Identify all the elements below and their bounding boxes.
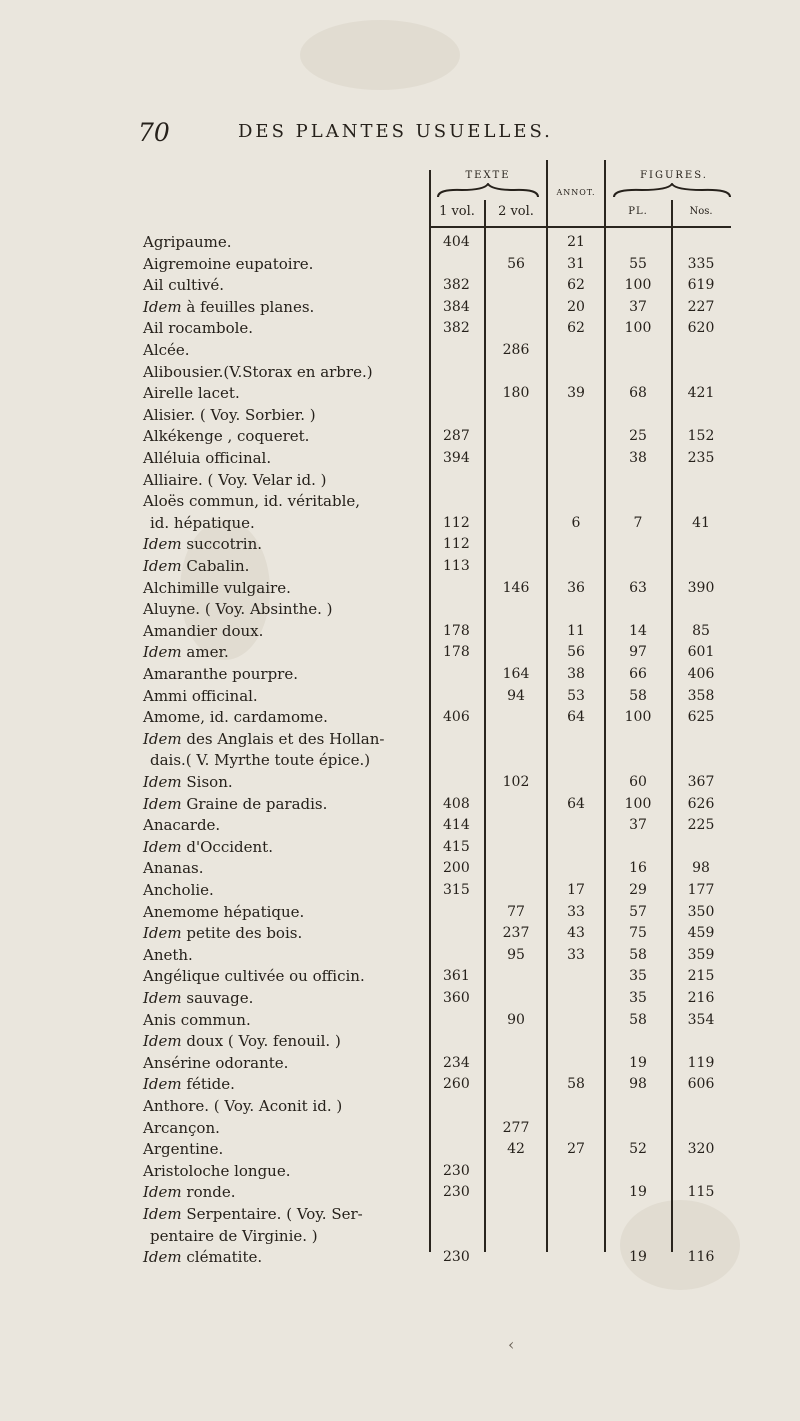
plate-number: 29 — [629, 882, 647, 898]
plate-number: 97 — [629, 644, 647, 661]
table-row — [0, 1074, 800, 1095]
plant-name-text: petite des bois. — [181, 924, 303, 943]
plant-name — [143, 297, 428, 318]
table-row — [0, 318, 800, 339]
table-row — [0, 254, 800, 275]
table-row — [0, 642, 800, 663]
plant-name-text: doux ( Voy. fenouil. ) — [181, 1032, 341, 1051]
table-row — [0, 1204, 800, 1225]
plant-name-text: Amandier doux. — [143, 621, 264, 640]
annotation-number: 38 — [567, 666, 585, 682]
vol1-page: 414 — [443, 817, 470, 834]
vol1-page: 404 — [443, 234, 470, 250]
annotation-number: 39 — [567, 385, 585, 402]
plant-name — [143, 923, 428, 944]
plant-name-text: Alkékenge , coqueret. — [143, 427, 310, 446]
vol1-page: 260 — [443, 1076, 470, 1093]
plate-number: 58 — [629, 1011, 647, 1028]
table-row — [0, 1010, 800, 1031]
plant-name — [143, 707, 428, 728]
plant-name — [143, 232, 428, 253]
plant-name-text: Aigremoine eupatoire. — [143, 254, 314, 273]
plant-name-text: Ancholie. — [143, 881, 214, 899]
table-row — [0, 945, 800, 966]
table-row — [0, 297, 800, 318]
vol2-page: 56 — [507, 255, 525, 272]
table-row — [0, 491, 800, 512]
plant-name-text: Alibousier.(V.Storax en arbre.) — [143, 362, 373, 381]
plate-number: 100 — [624, 320, 652, 337]
figure-number: 216 — [687, 990, 715, 1006]
plant-name — [143, 1074, 428, 1095]
idem-label: Idem — [143, 1248, 182, 1267]
vol1-page: 382 — [443, 277, 470, 294]
idem-label: Idem — [143, 837, 182, 856]
plant-name-text: Anacarde. — [143, 816, 221, 835]
table-row — [0, 1247, 800, 1268]
table-row — [0, 275, 800, 296]
plant-name — [143, 729, 428, 750]
plant-name-text: Aluyne. ( Voy. Absinthe. ) — [143, 600, 333, 619]
vol2-page: 90 — [507, 1011, 525, 1028]
plant-name — [143, 1053, 428, 1074]
table-row — [0, 578, 800, 599]
plant-name-text: Agripaume. — [143, 233, 232, 251]
pl-heading: PL. — [628, 206, 648, 217]
figure-number: 320 — [687, 1141, 715, 1158]
annotation-number: 6 — [571, 514, 581, 531]
plant-name — [143, 621, 428, 642]
annot-heading: ANNOT. — [556, 188, 596, 197]
plant-name-text: Amaranthe pourpre. — [143, 665, 298, 683]
plant-name-text: amer. — [181, 643, 229, 662]
table-row — [0, 1226, 800, 1247]
plant-name — [143, 1031, 428, 1052]
plant-name — [143, 837, 428, 858]
vol1-page: 230 — [443, 1162, 470, 1179]
figure-number: 354 — [687, 1011, 715, 1028]
table-row — [0, 902, 800, 923]
plate-number: 60 — [629, 774, 647, 790]
texte-brace — [436, 183, 540, 199]
vol1-page: 315 — [443, 882, 470, 898]
vol1-page: 200 — [443, 860, 470, 877]
vol1-page: 406 — [443, 709, 470, 726]
plant-name-text: Anthore. ( Voy. Aconit id. ) — [143, 1097, 343, 1115]
paper-stain — [300, 20, 460, 90]
plant-name-text: sauvage. — [181, 989, 254, 1007]
stray-mark: ‹ — [508, 1335, 515, 1354]
table-row — [0, 686, 800, 707]
plate-number: 37 — [629, 817, 647, 834]
plant-name-text: Alléluia officinal. — [143, 449, 272, 467]
vol1-page: 408 — [443, 795, 470, 812]
vol1-page: 112 — [443, 514, 470, 531]
plant-name-text: fétide. — [181, 1075, 235, 1094]
table-row — [0, 1139, 800, 1160]
page-number: 70 — [138, 118, 170, 147]
figure-number: 235 — [687, 450, 715, 466]
plate-number: 66 — [629, 666, 647, 682]
plant-name-text: Alchimille vulgaire. — [143, 578, 291, 597]
idem-label: Idem — [143, 1032, 182, 1051]
plant-name-text: Sison. — [181, 773, 233, 791]
annotation-number: 58 — [567, 1076, 585, 1093]
table-row — [0, 858, 800, 879]
figure-number: 215 — [687, 968, 715, 985]
vol2-page: 180 — [502, 385, 530, 402]
table-row — [0, 815, 800, 836]
vol1-page: 178 — [443, 622, 470, 639]
table-row — [0, 383, 800, 404]
table-row — [0, 1118, 800, 1139]
table-row — [0, 362, 800, 383]
plant-name — [143, 988, 428, 1009]
table-row — [0, 426, 800, 447]
figure-number: 620 — [687, 320, 715, 337]
table-row — [0, 448, 800, 469]
plant-name-text: Graine de paradis. — [181, 794, 328, 813]
figure-number: 626 — [687, 795, 715, 812]
table-row — [0, 794, 800, 815]
plate-number: 16 — [629, 860, 647, 877]
plant-name-text: Ansérine odorante. — [143, 1053, 289, 1072]
figure-number: 619 — [687, 277, 715, 294]
annotation-number: 11 — [567, 622, 585, 639]
figure-number: 601 — [687, 644, 715, 661]
idem-label: Idem — [143, 773, 182, 791]
plant-name — [143, 686, 428, 707]
plant-name — [143, 642, 428, 663]
table-row — [0, 599, 800, 620]
plant-name — [143, 491, 428, 512]
plant-name-text: Aneth. — [143, 945, 193, 964]
figure-number: 177 — [687, 882, 715, 898]
plate-number: 57 — [629, 903, 647, 920]
plate-number: 68 — [629, 385, 647, 402]
plant-name-text: id. hépatique. — [150, 513, 255, 532]
plant-name-text: Alcée. — [143, 341, 190, 359]
plant-name-text: dais.( V. Myrthe toute épice.) — [150, 751, 371, 770]
plant-name — [143, 275, 428, 296]
annotation-number: 64 — [567, 709, 585, 726]
figure-number: 98 — [692, 860, 710, 877]
plate-number: 100 — [624, 709, 652, 726]
plant-name — [143, 772, 428, 793]
table-row — [0, 534, 800, 555]
table-row — [0, 1031, 800, 1052]
vol1-page: 234 — [443, 1054, 470, 1071]
plant-name-text: Ananas. — [143, 859, 204, 878]
annotation-number: 21 — [567, 234, 585, 250]
plate-number: 98 — [629, 1076, 647, 1093]
plant-name — [143, 966, 428, 987]
plant-name — [143, 556, 428, 577]
plant-name-text: Airelle lacet. — [143, 384, 240, 403]
plant-name-text: Alliaire. ( Voy. Velar id. ) — [143, 470, 327, 489]
vol1-page: 415 — [443, 838, 470, 855]
table-row — [0, 1161, 800, 1182]
plant-name — [143, 880, 428, 901]
vol2-page: 94 — [507, 687, 525, 704]
plate-number: 100 — [624, 277, 652, 294]
figure-number: 459 — [687, 925, 715, 942]
figures-heading: FIGURES. — [640, 170, 708, 181]
vol1-page: 178 — [443, 644, 470, 661]
plant-name — [143, 902, 428, 923]
plate-number: 25 — [629, 428, 647, 445]
plant-name — [143, 1010, 428, 1031]
table-row — [0, 729, 800, 750]
plant-name-text: succotrin. — [181, 535, 263, 554]
plant-name — [150, 750, 435, 771]
vol2-page: 286 — [502, 342, 530, 358]
vol1-page: 230 — [443, 1249, 470, 1266]
figure-number: 359 — [687, 946, 715, 963]
idem-label: Idem — [143, 297, 182, 316]
figure-number: 350 — [687, 903, 715, 920]
plant-name — [143, 426, 428, 447]
vol2-page: 102 — [502, 774, 530, 790]
table-row — [0, 556, 800, 577]
plant-name — [150, 513, 435, 534]
idem-label: Idem — [143, 794, 182, 813]
vol2-page: 164 — [502, 666, 530, 682]
figure-number: 225 — [687, 817, 715, 834]
header-rule — [431, 226, 731, 228]
annotation-number: 36 — [567, 579, 585, 596]
table-row — [0, 923, 800, 944]
plate-number: 7 — [633, 514, 643, 531]
table-row — [0, 340, 800, 361]
plant-name-text: Anemome hépatique. — [143, 902, 305, 921]
figures-brace — [612, 183, 732, 199]
annotation-number: 62 — [567, 277, 585, 294]
annotation-number: 20 — [567, 298, 585, 315]
plant-name-text: Cabalin. — [181, 557, 250, 575]
figure-number: 390 — [687, 579, 715, 596]
page-header — [130, 118, 650, 148]
plant-name-text: Serpentaire. ( Voy. Ser- — [181, 1205, 363, 1223]
plant-name-text: pentaire de Virginie. ) — [150, 1226, 318, 1245]
plant-name-text: Ammi officinal. — [143, 686, 258, 705]
plant-name — [143, 858, 428, 879]
table-row — [0, 750, 800, 771]
figure-number: 85 — [692, 622, 710, 639]
plant-name-text: Anis commun. — [143, 1010, 251, 1029]
table-row — [0, 470, 800, 491]
annotation-number: 17 — [567, 882, 585, 898]
vol1-page: 394 — [443, 450, 470, 466]
plant-name — [143, 318, 428, 339]
idem-label: Idem — [143, 535, 182, 554]
plate-number: 58 — [629, 687, 647, 704]
plate-number: 19 — [629, 1184, 647, 1201]
table-row — [0, 772, 800, 793]
plate-number: 52 — [629, 1141, 647, 1158]
plate-number: 14 — [629, 622, 647, 639]
plant-name-text: Amome, id. cardamome. — [143, 708, 328, 727]
plate-number: 35 — [629, 968, 647, 985]
plant-name-text: Aloës commun, id. véritable, — [143, 492, 361, 511]
figure-number: 119 — [687, 1054, 715, 1071]
plate-number: 75 — [629, 925, 647, 942]
idem-label: Idem — [143, 1183, 182, 1202]
plant-name — [143, 470, 428, 491]
table-row — [0, 513, 800, 534]
plate-number: 58 — [629, 946, 647, 963]
plant-name-text: Argentine. — [143, 1140, 224, 1159]
vol1-page: 112 — [443, 536, 470, 553]
figure-number: 367 — [687, 774, 715, 790]
texte-heading: TEXTE — [465, 170, 511, 181]
table-row — [0, 988, 800, 1009]
figure-number: 406 — [687, 666, 715, 682]
vol1-page: 360 — [443, 990, 470, 1006]
vol2-page: 42 — [507, 1141, 525, 1158]
vol2-page: 277 — [502, 1119, 530, 1136]
plant-name — [143, 362, 428, 383]
figure-number: 227 — [687, 298, 715, 315]
plate-number: 19 — [629, 1249, 647, 1266]
plant-name — [143, 448, 428, 469]
plant-name — [143, 664, 428, 685]
plant-name — [143, 340, 428, 361]
annotation-number: 43 — [567, 925, 585, 942]
idem-label: Idem — [143, 729, 182, 748]
table-row — [0, 621, 800, 642]
plate-number: 37 — [629, 298, 647, 315]
figure-number: 421 — [687, 385, 715, 402]
vol1-page: 113 — [443, 558, 470, 574]
figure-number: 41 — [692, 514, 710, 531]
annotation-number: 31 — [567, 255, 585, 272]
plant-name-text: Angélique cultivée ou officin. — [143, 967, 365, 986]
vol2-page: 237 — [502, 925, 530, 942]
plate-number: 100 — [624, 795, 652, 812]
plant-name-text: d'Occident. — [181, 837, 273, 856]
plate-number: 55 — [629, 255, 647, 272]
table-row — [0, 1182, 800, 1203]
plant-name — [143, 1118, 428, 1139]
plant-name — [143, 534, 428, 555]
figure-number: 606 — [687, 1076, 715, 1093]
table-row — [0, 232, 800, 253]
running-title: DES PLANTES USUELLES. — [238, 121, 553, 142]
annotation-number: 62 — [567, 320, 585, 337]
idem-label: Idem — [143, 557, 182, 575]
vol2-page: 77 — [507, 903, 525, 920]
figure-number: 116 — [687, 1249, 715, 1266]
figure-number: 115 — [687, 1184, 715, 1201]
vol1-heading: 1 vol. — [439, 204, 475, 219]
table-row — [0, 966, 800, 987]
annotation-number: 53 — [567, 687, 585, 704]
table-row — [0, 664, 800, 685]
nos-heading: Nos. — [689, 206, 713, 217]
plant-name — [143, 1161, 428, 1182]
plant-name — [143, 383, 428, 404]
plant-name — [143, 578, 428, 599]
table-row — [0, 707, 800, 728]
plant-name-text: Alisier. ( Voy. Sorbier. ) — [143, 405, 316, 424]
plant-name-text: Arcançon. — [143, 1118, 220, 1137]
vol1-page: 382 — [443, 320, 470, 337]
table-row — [0, 405, 800, 426]
idem-label: Idem — [143, 924, 182, 943]
plant-name — [143, 1182, 428, 1203]
table-row — [0, 1096, 800, 1117]
plant-name-text: clématite. — [181, 1248, 263, 1267]
plant-name — [143, 1096, 428, 1117]
plant-name — [143, 1204, 428, 1225]
idem-label: Idem — [143, 1075, 182, 1094]
annotation-number: 27 — [567, 1141, 585, 1158]
plant-name-text: Ail cultivé. — [143, 276, 224, 295]
plate-number: 38 — [629, 450, 647, 466]
annotation-number: 56 — [567, 644, 585, 661]
figure-number: 625 — [687, 709, 715, 726]
plant-name-text: Ail rocambole. — [143, 319, 254, 338]
idem-label: Idem — [143, 1205, 182, 1223]
annotation-number: 64 — [567, 795, 585, 812]
annotation-number: 33 — [567, 946, 585, 963]
figure-number: 335 — [687, 255, 715, 272]
plant-name-text: à feuilles planes. — [181, 297, 315, 316]
table-row — [0, 837, 800, 858]
plant-name — [150, 1226, 435, 1247]
plant-name — [143, 599, 428, 620]
figure-number: 152 — [687, 428, 715, 445]
plant-name — [143, 945, 428, 966]
vol2-page: 146 — [502, 579, 530, 596]
plant-name-text: des Anglais et des Hollan- — [181, 729, 385, 748]
vol1-page: 287 — [443, 428, 470, 445]
vol1-page: 361 — [443, 968, 470, 985]
vol1-page: 230 — [443, 1184, 470, 1201]
idem-label: Idem — [143, 989, 182, 1007]
plant-name — [143, 815, 428, 836]
vol2-page: 95 — [507, 946, 525, 963]
plant-name — [143, 254, 428, 275]
plant-name — [143, 794, 428, 815]
table-row — [0, 880, 800, 901]
plant-name — [143, 1139, 428, 1160]
plant-name — [143, 405, 428, 426]
figure-number: 358 — [687, 687, 715, 704]
plate-number: 35 — [629, 990, 647, 1006]
plate-number: 63 — [629, 579, 647, 596]
vol1-page: 384 — [443, 298, 470, 315]
annotation-number: 33 — [567, 903, 585, 920]
idem-label: Idem — [143, 643, 182, 662]
plant-name — [143, 1247, 428, 1268]
vol2-heading: 2 vol. — [498, 204, 534, 219]
plate-number: 19 — [629, 1054, 647, 1071]
plant-name-text: ronde. — [181, 1183, 236, 1202]
plant-name-text: Aristoloche longue. — [143, 1161, 291, 1180]
table-row — [0, 1053, 800, 1074]
